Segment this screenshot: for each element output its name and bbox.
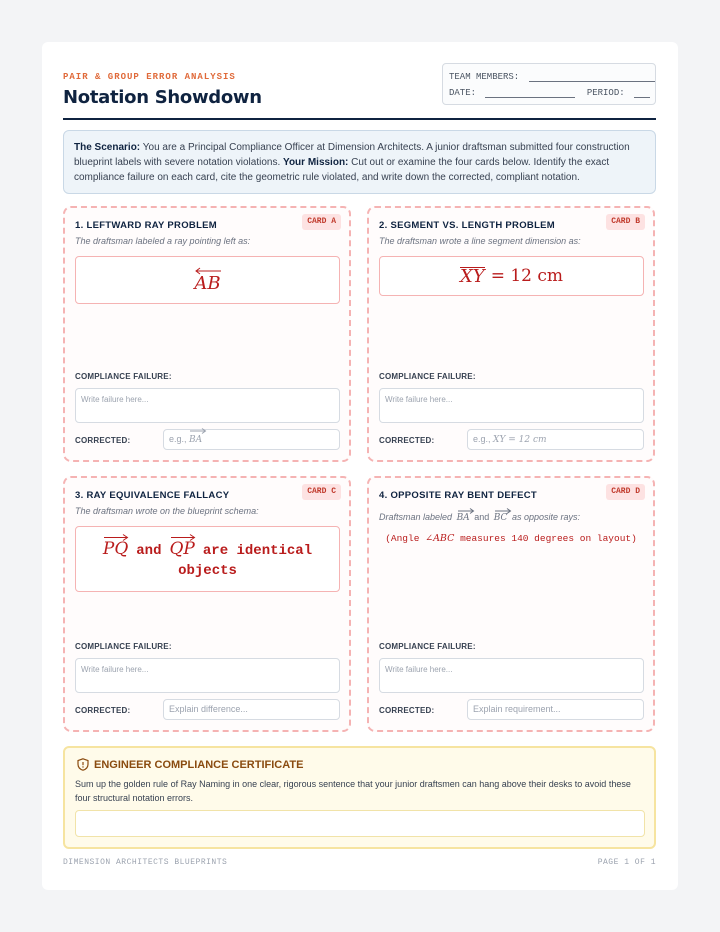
team-members-label: TEAM MEMBERS: — [449, 72, 520, 82]
footer-page-number: PAGE 1 OF 1 — [597, 858, 656, 867]
golden-rule-input[interactable] — [75, 810, 645, 837]
date-field[interactable] — [485, 89, 575, 98]
card-title: 2. SEGMENT VS. LENGTH PROBLEM — [379, 220, 556, 231]
ray-bc — [494, 513, 508, 523]
note-pre: (Angle — [385, 533, 420, 544]
scenario-label: The Scenario: — [74, 142, 141, 153]
failure-input[interactable]: Write failure here... — [379, 388, 644, 423]
card-tag: CARD D — [606, 484, 645, 500]
ray-qp-label: QP — [169, 539, 195, 559]
failure-label: COMPLIANCE FAILURE: — [75, 642, 172, 651]
date-label: DATE: — [449, 88, 477, 98]
card-d — [367, 476, 655, 732]
card-title: 3. RAY EQUIVALENCE FALLACY — [75, 490, 230, 501]
right-arrow-icon — [494, 508, 512, 514]
card-subtitle: The draftsman wrote on the blueprint schema: — [75, 506, 259, 516]
certificate-heading — [77, 758, 303, 771]
team-members-field[interactable] — [529, 73, 655, 82]
ray-label: AB — [194, 272, 221, 294]
card-c — [63, 476, 351, 732]
card-subtitle: The draftsman labeled a ray pointing left as: — [75, 236, 251, 246]
card-title: 1. LEFTWARD RAY PROBLEM — [75, 220, 218, 231]
header-divider — [63, 118, 656, 120]
length-value: = 12 cm — [490, 266, 564, 286]
subtitle-post: as opposite rays: — [511, 512, 580, 522]
ray-qp — [170, 539, 195, 559]
corrected-label: CORRECTED: — [75, 706, 131, 715]
corrected-label: CORRECTED: — [379, 706, 435, 715]
equivalence-line-1 — [103, 539, 312, 559]
failure-label: COMPLIANCE FAILURE: — [379, 372, 476, 381]
example-ray — [189, 431, 202, 450]
corrected-label: CORRECTED: — [379, 436, 435, 445]
period-field[interactable] — [634, 89, 650, 98]
corrected-input[interactable]: Explain difference... — [163, 699, 340, 720]
notation-display — [75, 526, 340, 592]
certificate-instructions: Sum up the golden rule of Ray Naming in one clear, rigorous sentence that your junior draftsmen can hang above their desks to avoid these four structural notation errors. — [75, 779, 631, 803]
right-arrow-icon — [170, 534, 196, 541]
example-prefix: e.g., — [473, 434, 491, 444]
right-arrow-icon — [103, 534, 129, 541]
example-length: XY = 12 cm — [493, 435, 547, 445]
worksheet-page — [42, 42, 678, 890]
scenario-box — [63, 130, 656, 194]
angle-note — [369, 533, 653, 544]
example-ray-label: BA — [189, 435, 203, 445]
mission-label: Your Mission: — [283, 157, 349, 168]
ray-bc-label: BC — [493, 513, 508, 523]
subtitle-pre: Draftsman labeled — [379, 512, 453, 522]
notation-display — [75, 256, 340, 304]
claim-text-2: objects — [178, 563, 237, 579]
kicker-label: PAIR & GROUP ERROR ANALYSIS — [63, 72, 236, 82]
failure-input[interactable]: Write failure here... — [379, 658, 644, 693]
card-a — [63, 206, 351, 462]
card-tag: CARD A — [302, 214, 341, 230]
footer-left: DIMENSION ARCHITECTS BLUEPRINTS — [63, 858, 228, 867]
card-subtitle — [379, 512, 580, 523]
team-members-row — [449, 72, 655, 82]
compliance-certificate — [63, 746, 656, 849]
failure-input[interactable]: Write failure here... — [75, 388, 340, 423]
shield-icon — [77, 758, 89, 771]
angle-symbol: ∠ABC — [425, 533, 455, 544]
claim-text: are identical — [202, 543, 313, 559]
corrected-input[interactable] — [467, 429, 644, 450]
mission-text: Cut out or examine the four cards below. Identify the exact compliance failure on each card, cite the geometric rule violated, and write down the corrected, compliant notation. — [74, 157, 610, 183]
ray-ba-label: BA — [456, 513, 470, 523]
ray-pq — [103, 539, 128, 559]
failure-label: COMPLIANCE FAILURE: — [75, 372, 172, 381]
period-label: PERIOD: — [586, 88, 625, 98]
corrected-input[interactable] — [163, 429, 340, 450]
certificate-title: ENGINEER COMPLIANCE CERTIFICATE — [94, 758, 304, 771]
page-title: Notation Showdown — [63, 87, 262, 108]
date-period-row — [449, 88, 650, 98]
failure-label: COMPLIANCE FAILURE: — [379, 642, 476, 651]
ray-pq-label: PQ — [102, 539, 129, 559]
corrected-label: CORRECTED: — [75, 436, 131, 445]
card-b — [367, 206, 655, 462]
note-post: measures 140 degrees on layout) — [460, 533, 637, 544]
team-info-box — [442, 63, 656, 105]
notation-display — [379, 256, 644, 296]
ray-notation — [194, 267, 222, 294]
and-text: and — [136, 543, 162, 559]
corrected-input[interactable]: Explain requirement... — [467, 699, 644, 720]
and-text: and — [474, 512, 490, 522]
scenario-text: You are a Principal Compliance Officer at Dimension Architects. A junior draftsman submitted four construction blueprint labels with severe notation violations. — [74, 142, 630, 168]
ray-ba — [457, 513, 470, 523]
card-subtitle: The draftsman wrote a line segment dimension as: — [379, 236, 581, 246]
segment-symbol: XY — [459, 265, 485, 287]
failure-input[interactable]: Write failure here... — [75, 658, 340, 693]
right-arrow-icon — [189, 428, 207, 434]
right-arrow-icon — [457, 508, 475, 514]
card-tag: CARD B — [606, 214, 645, 230]
card-title: 4. OPPOSITE RAY BENT DEFECT — [379, 490, 538, 501]
card-tag: CARD C — [302, 484, 341, 500]
example-prefix: e.g., — [169, 434, 187, 444]
